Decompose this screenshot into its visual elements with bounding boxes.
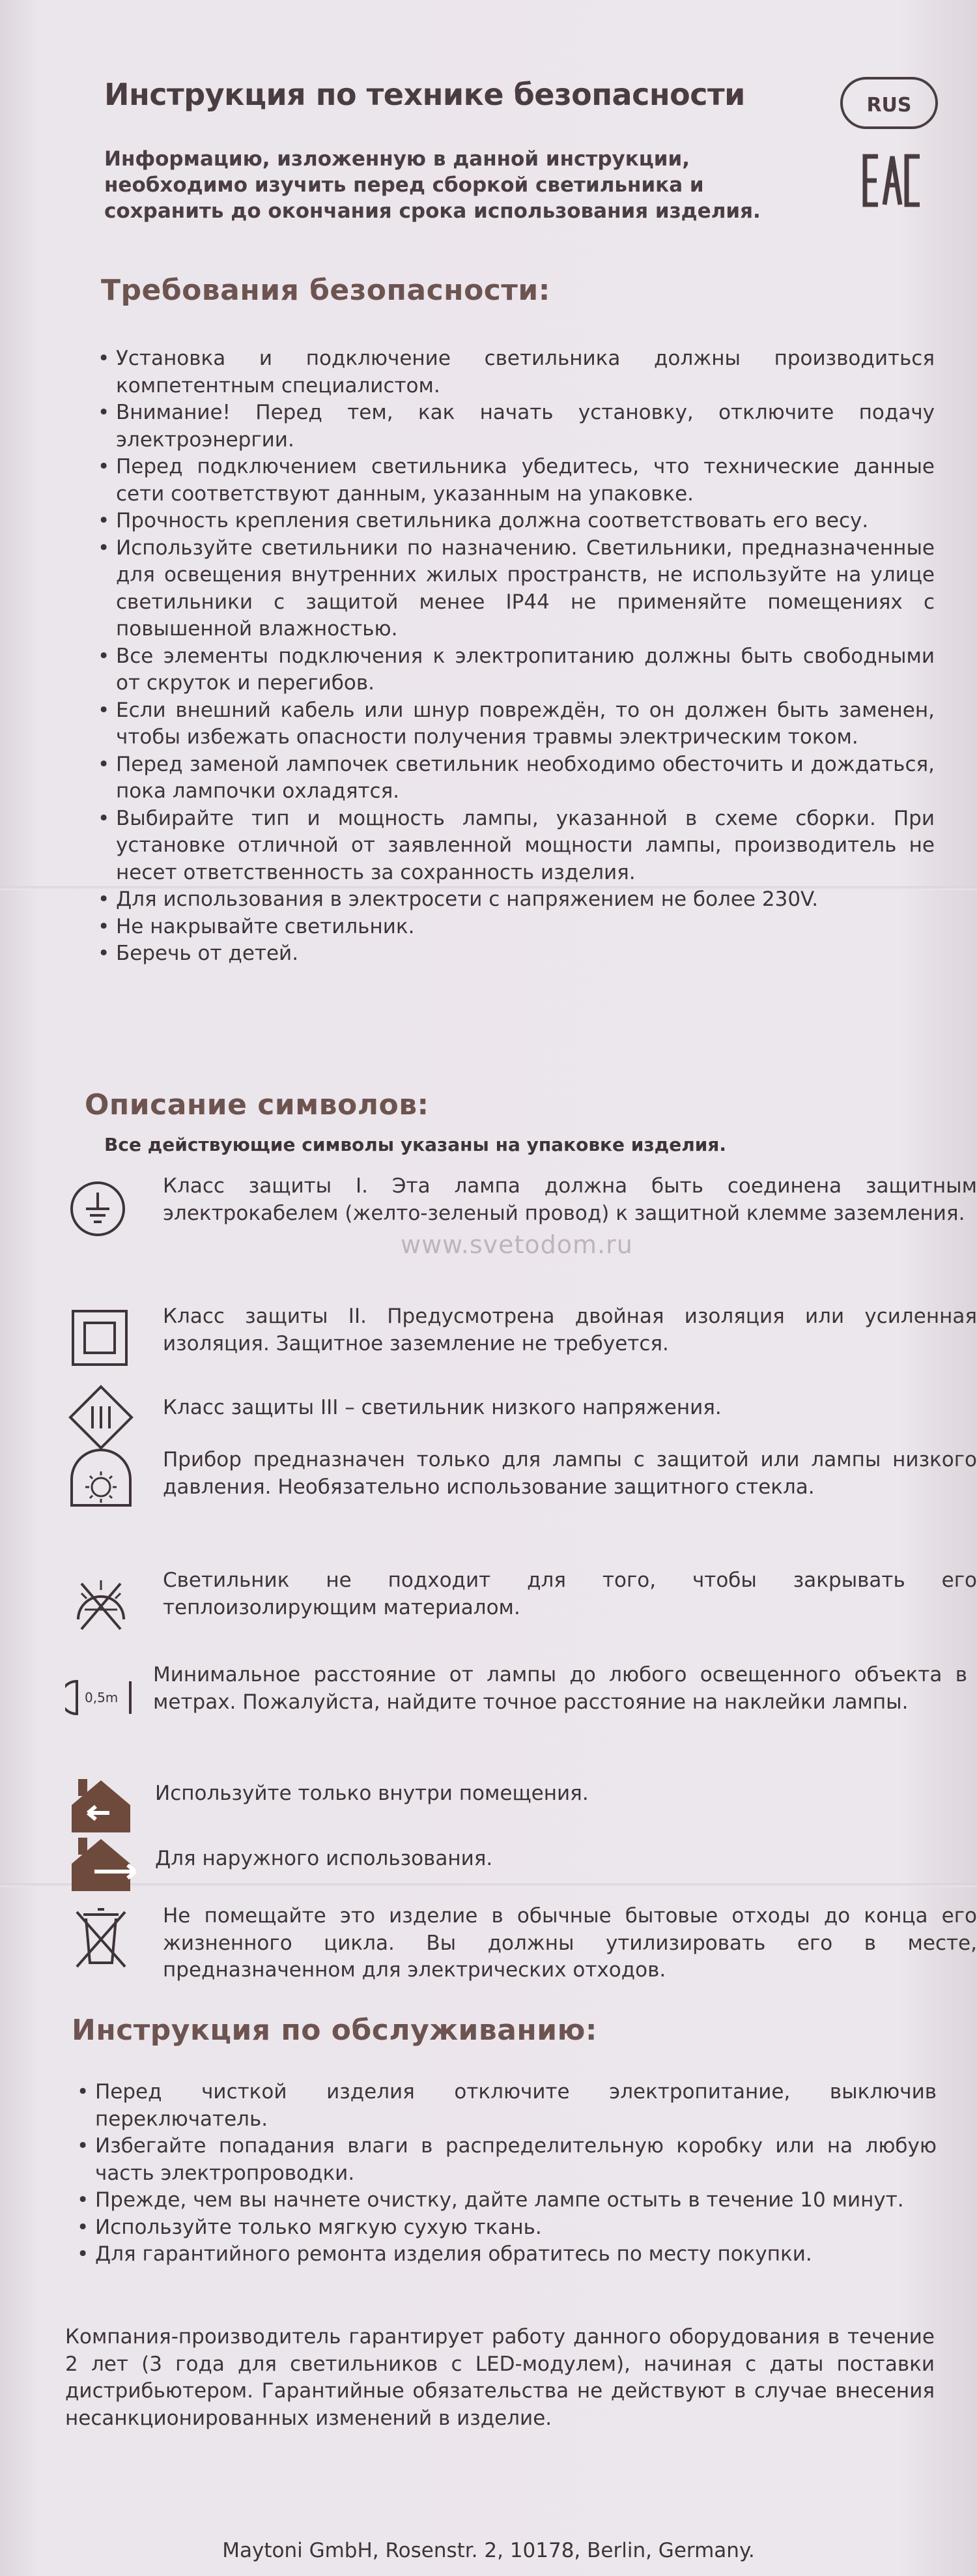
- list-item: • Для гарантийного ремонта изделия обратитесь по месту покупки.: [77, 2241, 937, 2268]
- list-item: • Избегайте попадания влаги в распределительную коробку или на любую часть электропроводки.: [77, 2133, 937, 2187]
- eac-logo: [860, 151, 925, 210]
- symbols-heading: Описание символов:: [85, 1088, 429, 1122]
- intro-text: Информацию, изложенную в данной инструкции, необходимо изучить перед сборкой светильника и сохранить до окончания срока использования изделия.: [104, 147, 761, 223]
- no-insulation-cover-icon: [65, 1567, 143, 1639]
- list-item: • Выбирайте тип и мощность лампы, указанной в схеме сборки. При установке отличной от заявленной мощности лампы, производитель не несет ответственность за сохранность изделия.: [98, 805, 935, 887]
- list-item: • Перед подключением светильника убедитесь, что технические данные сети соответствуют данным, указанным на упаковке.: [98, 454, 935, 508]
- symbol-description: Прибор предназначен только для лампы с защитой или лампы низкого давления. Необязательно использование защитного стекла.: [163, 1448, 977, 1499]
- symbol-row: [65, 1662, 967, 1753]
- symbol-description: Класс защиты III – светильник низкого напряжения.: [163, 1396, 722, 1419]
- symbol-row: [65, 1903, 977, 1994]
- list-item: • Перед чисткой изделия отключите электропитание, выключив переключатель.: [77, 2079, 937, 2133]
- symbol-description: Минимальное расстояние от лампы до любого освещенного объекта в метрах. Пожалуйста, найдите точное расстояние на наклейки лампы.: [153, 1663, 967, 1714]
- list-item: • Установка и подключение светильника должны производиться компетентным специалистом.: [98, 345, 935, 399]
- ground-class1-icon: [65, 1173, 143, 1245]
- symbol-description: Светильник не подходит для того, чтобы закрывать его теплоизолирующим материалом.: [163, 1569, 977, 1619]
- list-item: • Прочность крепления светильника должна соответствовать его весу.: [98, 508, 935, 535]
- page-title: Инструкция по технике безопасности: [104, 77, 745, 112]
- list-item: • Для использования в электросети с напряжением не более 230V.: [98, 886, 935, 914]
- symbols-subheading: Все действующие символы указаны на упаковке изделия.: [104, 1134, 727, 1155]
- language-badge: RUS: [840, 77, 938, 129]
- symbol-row: [65, 1303, 977, 1395]
- symbol-description: Класс защиты I. Эта лампа должна быть соединена защитным электрокабелем (желто-зеленый провод) к защитной клемме заземления.: [163, 1174, 977, 1225]
- crossed-bin-icon: [65, 1903, 143, 1975]
- min-distance-icon: [65, 1662, 143, 1733]
- list-item: • Если внешний кабель или шнур повреждён, то он должен быть заменен, чтобы избежать опасности получения травмы электрическим током.: [98, 697, 935, 751]
- svg-text:0,5m: 0,5m: [85, 1690, 119, 1705]
- list-item: • Используйте только мягкую сухую ткань.: [77, 2214, 937, 2242]
- list-item: • Прежде, чем вы начнете очистку, дайте лампе остыть в течение 10 минут.: [77, 2187, 937, 2214]
- list-item: • Беречь от детей.: [98, 940, 935, 968]
- safety-list: [98, 345, 935, 968]
- diamond-class3-icon: [65, 1382, 143, 1453]
- list-item: • Перед заменой лампочек светильник необходимо обесточить и дождаться, пока лампочки охладятся.: [98, 751, 935, 805]
- list-item: • Внимание! Перед тем, как начать установку, отключите подачу электроэнергии.: [98, 399, 935, 454]
- list-item: • Используйте светильники по назначению. Светильники, предназначенные для освещения внутренних жилых пространств, не используйте на улице светильники с защитой менее IP44 не применяйте помещениях с повышенной влажностью.: [98, 535, 935, 643]
- symbol-row: [65, 1173, 977, 1264]
- watermark: www.svetodom.ru: [401, 1230, 633, 1259]
- warranty-text: Компания-производитель гарантирует работу данного оборудования в течение 2 лет (3 года для светильников с LED-модулем), начиная с даты поставки дистрибьютером. Гарантийные обязательства не действуют в случае внесения несанкционированных изменений в изделие.: [65, 2325, 935, 2430]
- company-address: Maytoni GmbH, Rosenstr. 2, 10178, Berlin, Germany.: [222, 2539, 755, 2562]
- safety-heading: Требования безопасности:: [101, 274, 550, 307]
- list-item: • Не накрывайте светильник.: [98, 914, 935, 941]
- shielded-lamp-icon: [65, 1447, 143, 1518]
- double-square-class2-icon: [65, 1303, 143, 1375]
- symbol-description: Не помещайте это изделие в обычные бытовые отходы до конца его жизненного цикла. Вы должны утилизировать его в месте, предназначенном для электрических отходов.: [163, 1904, 977, 1982]
- symbol-row: [65, 1567, 977, 1658]
- symbol-row: [65, 1447, 977, 1538]
- symbol-description: Класс защиты II. Предусмотрена двойная изоляция или усиленная изоляция. Защитное заземление не требуется.: [163, 1305, 977, 1355]
- symbol-description: Используйте только внутри помещения.: [155, 1782, 589, 1805]
- list-item: • Все элементы подключения к электропитанию должны быть свободными от скруток и перегибов.: [98, 643, 935, 697]
- maintenance-list: [77, 2079, 937, 2268]
- maintenance-heading: Инструкция по обслуживанию:: [72, 2014, 598, 2047]
- symbol-description: Для наружного использования.: [155, 1847, 493, 1870]
- outdoor-house-icon: [65, 1831, 143, 1903]
